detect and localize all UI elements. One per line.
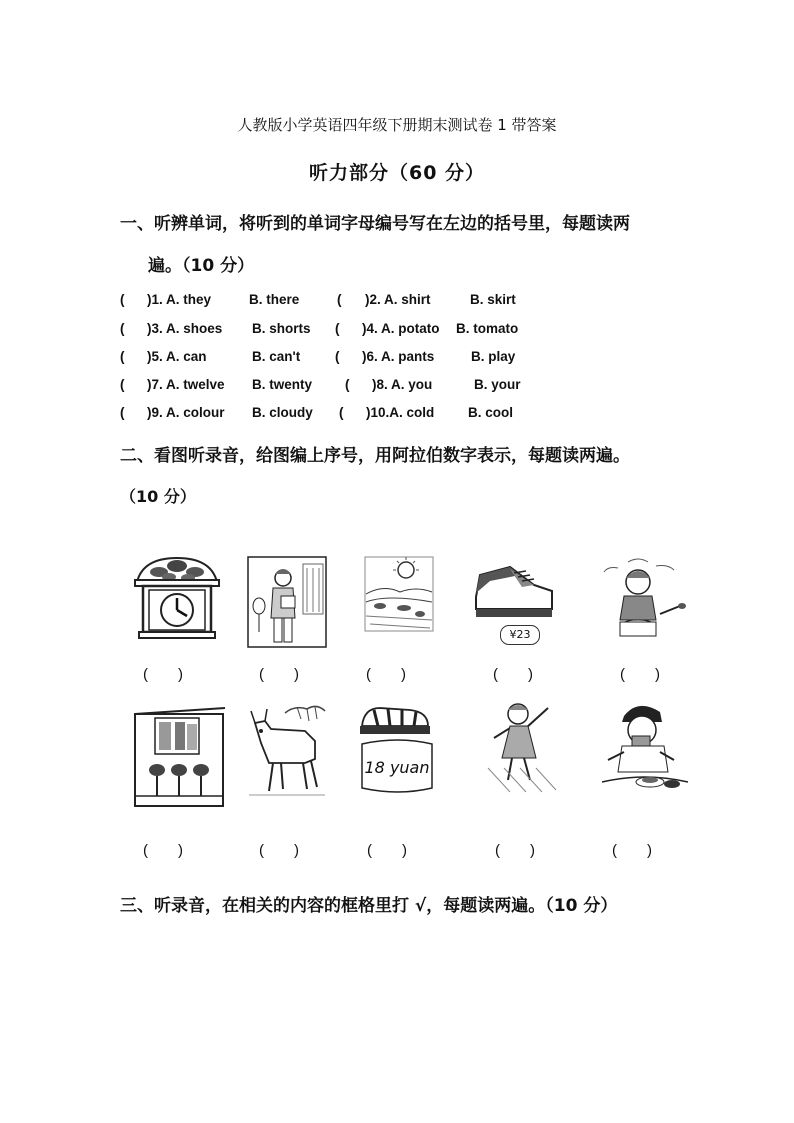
- answer-blank[interactable]: ( ): [143, 666, 183, 683]
- answer-blank[interactable]: ( ): [366, 666, 406, 683]
- q1-paren: (: [120, 377, 125, 392]
- q1-item-b: B. tomato: [456, 321, 519, 336]
- boy-eating-picture: [598, 556, 686, 646]
- q1-item-b: B. cloudy: [252, 405, 313, 420]
- q1-paren: (: [120, 349, 125, 364]
- answer-blank[interactable]: ( ): [259, 842, 299, 859]
- q1-item-a: )4. A. potato: [362, 321, 440, 336]
- answer-blank[interactable]: ( ): [143, 842, 183, 859]
- q1-paren: (: [339, 405, 344, 420]
- q1-paren: (: [335, 321, 340, 336]
- q1-paren: (: [120, 292, 125, 307]
- answer-blank[interactable]: ( ): [495, 842, 535, 859]
- q1-item-b: B. your: [474, 377, 521, 392]
- shoe-icon: [470, 557, 556, 623]
- sunny-landscape-picture: [364, 556, 434, 632]
- q1-item-a: )7. A. twelve: [147, 377, 225, 392]
- sandal-icon: [358, 700, 432, 738]
- goat-picture: [245, 703, 329, 799]
- girl-crossing-picture: [484, 698, 560, 794]
- q3-heading: 三、听录音，在相关的内容的框格里打 √，每题读两遍。（10 分）: [120, 896, 618, 916]
- q1-item-a: )1. A. they: [147, 292, 212, 307]
- section-title: 听力部分（60 分）: [308, 162, 486, 184]
- answer-blank[interactable]: ( ): [620, 666, 660, 683]
- q1-item-b: B. skirt: [470, 292, 516, 307]
- answer-blank[interactable]: ( ): [259, 666, 299, 683]
- q1-heading: 一、听辨单词，将听到的单词字母编号写在左边的括号里，每题读两: [120, 214, 630, 234]
- q1-item-b: B. shorts: [252, 321, 311, 336]
- q1-paren: (: [345, 377, 350, 392]
- q1-item-a: )8. A. you: [372, 377, 433, 392]
- q1-item-b: B. play: [471, 349, 516, 364]
- answer-blank[interactable]: ( ): [367, 842, 407, 859]
- q2-heading: 二、看图听录音，给图编上序号，用阿拉伯数字表示，每题读两遍。: [120, 446, 630, 466]
- q1-item-b: B. there: [249, 292, 300, 307]
- q1-paren: (: [120, 405, 125, 420]
- q1-item-a: )3. A. shoes: [147, 321, 223, 336]
- boy-sandwich-picture: [598, 698, 690, 794]
- clock-picture: [133, 556, 221, 640]
- man-reading-picture: [247, 556, 327, 648]
- q1-item-b: B. twenty: [252, 377, 313, 392]
- answer-blank[interactable]: ( ): [493, 666, 533, 683]
- shoe-price-picture: [470, 557, 556, 649]
- q1-paren: (: [120, 321, 125, 336]
- q1-paren: (: [337, 292, 342, 307]
- q1-item-b: B. can't: [252, 349, 301, 364]
- answer-blank[interactable]: ( ): [612, 842, 652, 859]
- q1-item-a: )9. A. colour: [147, 405, 225, 420]
- document-title: 人教版小学英语四年级下册期末测试卷 1 带答案: [237, 116, 557, 134]
- q1-item-b: B. cool: [468, 405, 514, 420]
- q1-paren: (: [335, 349, 340, 364]
- q1-item-a: )10.A. cold: [366, 405, 435, 420]
- q1-heading-cont: 遍。（10 分）: [148, 256, 255, 276]
- q1-item-a: )5. A. can: [147, 349, 207, 364]
- q1-item-a: )6. A. pants: [362, 349, 435, 364]
- q1-item-a: )2. A. shirt: [365, 292, 431, 307]
- sandal-price-picture: [358, 700, 436, 796]
- q2-heading-cont: （10 分）: [120, 487, 196, 506]
- shoe-price-tag: ¥23: [500, 625, 540, 645]
- sandal-price-label: 18 yuan: [364, 758, 430, 777]
- shop-window-picture: [133, 700, 227, 808]
